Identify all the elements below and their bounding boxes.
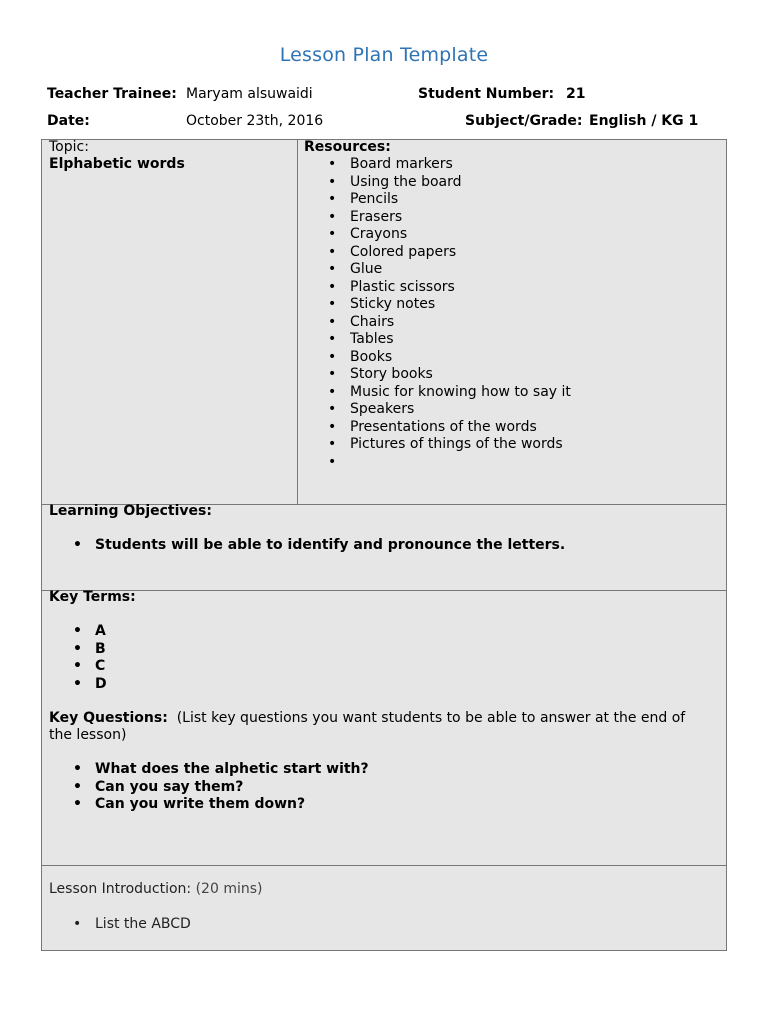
lesson-introduction-label: Lesson Introduction: — [49, 881, 192, 897]
list-item: • Can you say them? — [73, 778, 244, 795]
list-item: • Board markers — [328, 156, 453, 172]
resources-label: Resources: — [304, 139, 391, 155]
student-number-label: Student Number: — [418, 86, 555, 102]
list-item: • Presentations of the words — [328, 418, 537, 435]
list-item: • Speakers — [328, 401, 415, 417]
lesson-introduction-heading — [49, 881, 262, 899]
list-item: • Can you write them down? — [73, 796, 306, 812]
topic-value: Elphabetic words — [49, 156, 185, 172]
list-item: • C — [73, 658, 106, 674]
list-item: • Sticky notes — [328, 296, 436, 312]
teacher-value: Maryam alsuwaidi — [186, 86, 313, 102]
list-item: • B — [73, 640, 106, 657]
key-questions-note: (List key questions you want students to be able to answer at the end of — [176, 710, 686, 726]
key-questions-label: Key Questions: — [49, 710, 168, 726]
lesson-plan-table — [41, 139, 727, 951]
list-item: • What does the alphetic start with? — [73, 761, 369, 777]
list-item: • Chairs — [328, 313, 395, 330]
date-value: October 23th, 2016 — [186, 113, 324, 129]
topic-label: Topic: — [49, 139, 89, 155]
date-label: Date: — [47, 113, 90, 129]
subject-label: Subject/Grade: — [465, 113, 583, 129]
list-item: • A — [73, 623, 106, 639]
list-item: • Books — [328, 348, 393, 365]
learning-objectives-label: Learning Objectives: — [49, 503, 212, 519]
list-item: • D — [73, 675, 107, 692]
list-item: • Using the board — [328, 173, 462, 190]
document-title: Lesson Plan Template — [279, 44, 489, 66]
key-terms-list — [73, 623, 107, 693]
learning-objectives-list — [73, 537, 566, 555]
key-questions-note-cont: the lesson) — [49, 727, 127, 743]
list-item: • Erasers — [328, 208, 403, 225]
topic-resources-divider — [297, 140, 298, 505]
list-item: • Colored papers — [328, 243, 457, 260]
subject-value: English / KG 1 — [589, 113, 699, 129]
lesson-introduction-duration: (20 mins) — [195, 881, 263, 897]
row-divider-2 — [42, 590, 726, 591]
key-questions-heading — [49, 710, 685, 728]
student-number-value: 21 — [566, 86, 586, 102]
resources-list — [328, 156, 571, 471]
list-item: • List the ABCD — [73, 916, 191, 932]
list-item: • — [328, 453, 337, 470]
list-item: • Pictures of things of the words — [328, 436, 563, 452]
list-item: • Students will be able to identify and pronounce the letters. — [73, 537, 566, 553]
list-item: • Glue — [328, 261, 383, 277]
key-terms-label: Key Terms: — [49, 589, 136, 605]
teacher-label: Teacher Trainee: — [47, 86, 177, 102]
lesson-introduction-list — [73, 916, 191, 934]
list-item: • Story books — [328, 366, 433, 382]
key-questions-list — [73, 761, 369, 814]
list-item: • Plastic scissors — [328, 278, 455, 295]
list-item: • Pencils — [328, 191, 399, 207]
row-divider-3 — [42, 865, 726, 866]
list-item: • Tables — [328, 331, 394, 347]
list-item: • Music for knowing how to say it — [328, 383, 571, 400]
list-item: • Crayons — [328, 226, 408, 242]
